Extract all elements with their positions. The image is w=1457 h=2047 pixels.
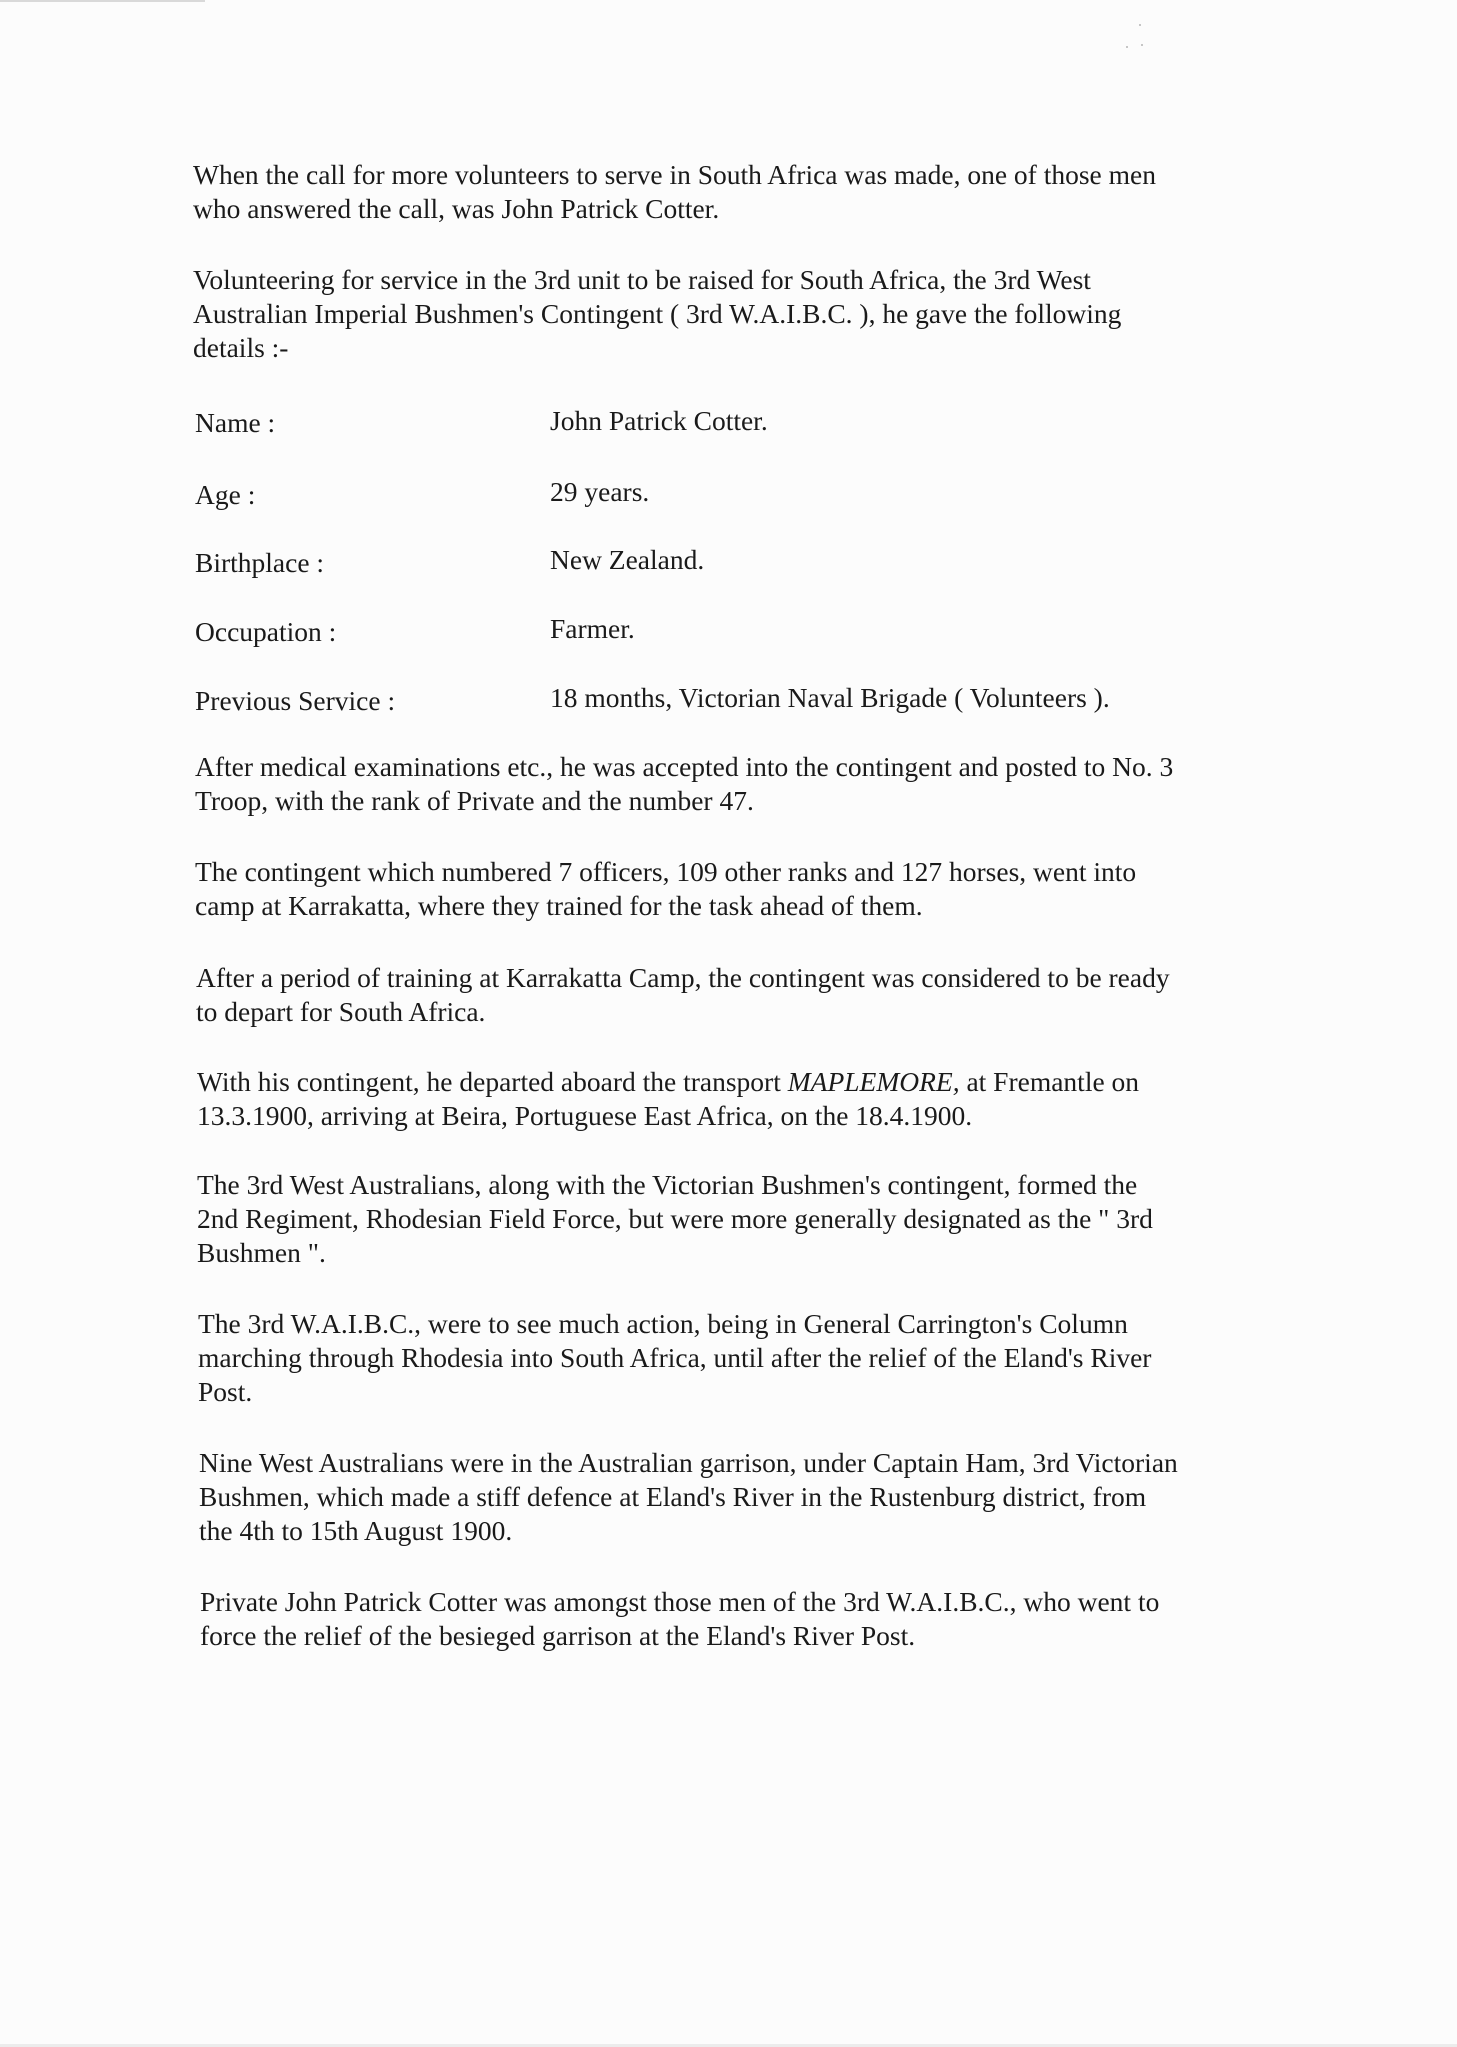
regiment-paragraph [197, 1168, 1153, 1270]
paragraph-line: The 3rd West Australians, along with the Victorian Bushmen's contingent, formed the [197, 1169, 1138, 1200]
age-value: 29 years. [550, 476, 650, 507]
volunteer-paragraph [193, 263, 1121, 365]
garrison-paragraph [199, 1446, 1178, 1548]
relief-paragraph [200, 1585, 1159, 1653]
paragraph-line: details :- [193, 332, 289, 363]
paragraph-line: When the call for more volunteers to serve in South Africa was made, one of those men [193, 159, 1156, 190]
intro-paragraph [193, 158, 1156, 226]
training-paragraph [196, 961, 1170, 1029]
camp-paragraph [195, 855, 1136, 923]
birthplace-value: New Zealand. [550, 544, 705, 575]
paragraph-line: Nine West Australians were in the Australian garrison, under Captain Ham, 3rd Victorian [199, 1447, 1178, 1478]
paragraph-line: Bushmen ". [197, 1237, 326, 1268]
accepted-paragraph [195, 750, 1173, 818]
scan-speck [1139, 24, 1141, 26]
paragraph-line: the 4th to 15th August 1900. [199, 1515, 513, 1546]
departure-text-start: With his contingent, he departed aboard the transport [197, 1066, 788, 1097]
name-label: Name : [195, 407, 276, 438]
scan-speck [1126, 46, 1128, 48]
paragraph-line: Australian Imperial Bushmen's Contingent ( 3rd W.A.I.B.C. ), he gave the following [193, 298, 1122, 329]
birthplace-label: Birthplace : [195, 547, 325, 578]
ship-name: MAPLEMORE, [787, 1066, 960, 1097]
departure-text-end: at Fremantle on [959, 1066, 1140, 1097]
name-value: John Patrick Cotter. [550, 405, 768, 436]
previous-service-value: 18 months, Victorian Naval Brigade ( Volunteers ). [550, 682, 1110, 713]
paragraph-line: camp at Karrakatta, where they trained for the task ahead of them. [195, 890, 923, 921]
paragraph-line: After a period of training at Karrakatta Camp, the contingent was considered to be ready [196, 962, 1170, 993]
departure-paragraph [197, 1065, 1139, 1133]
paragraph-line: marching through Rhodesia into South Africa, until after the relief of the Eland's River [198, 1342, 1152, 1373]
occupation-value: Farmer. [550, 613, 635, 644]
previous-service-label: Previous Service : [195, 685, 396, 716]
paragraph-line: to depart for South Africa. [196, 996, 486, 1027]
paragraph-line: Troop, with the rank of Private and the number 47. [195, 785, 754, 816]
paragraph-line: Bushmen, which made a stiff defence at Eland's River in the Rustenburg district, from [199, 1481, 1147, 1512]
paragraph-line: The 3rd W.A.I.B.C., were to see much action, being in General Carrington's Column [198, 1308, 1128, 1339]
paragraph-line: 2nd Regiment, Rhodesian Field Force, but were more generally designated as the " 3rd [197, 1203, 1153, 1234]
paragraph-line: Post. [198, 1376, 253, 1407]
paragraph-line: Private John Patrick Cotter was amongst those men of the 3rd W.A.I.B.C., who went to [200, 1586, 1160, 1617]
paragraph-line: Volunteering for service in the 3rd unit to be raised for South Africa, the 3rd West [193, 264, 1091, 295]
action-paragraph [198, 1307, 1151, 1409]
paragraph-line: 13.3.1900, arriving at Beira, Portuguese East Africa, on the 18.4.1900. [197, 1100, 973, 1131]
paragraph-line: After medical examinations etc., he was accepted into the contingent and posted to No. 3 [195, 751, 1174, 782]
age-label: Age : [195, 479, 256, 510]
paragraph-line: The contingent which numbered 7 officers, 109 other ranks and 127 horses, went into [195, 856, 1137, 887]
paragraph-line: who answered the call, was John Patrick Cotter. [193, 193, 720, 224]
paragraph-line: force the relief of the besieged garrison at the Eland's River Post. [200, 1620, 916, 1651]
scan-top-edge [0, 0, 205, 2]
paragraph-line [197, 1065, 1139, 1099]
occupation-label: Occupation : [195, 616, 337, 647]
scan-speck [1141, 44, 1143, 46]
